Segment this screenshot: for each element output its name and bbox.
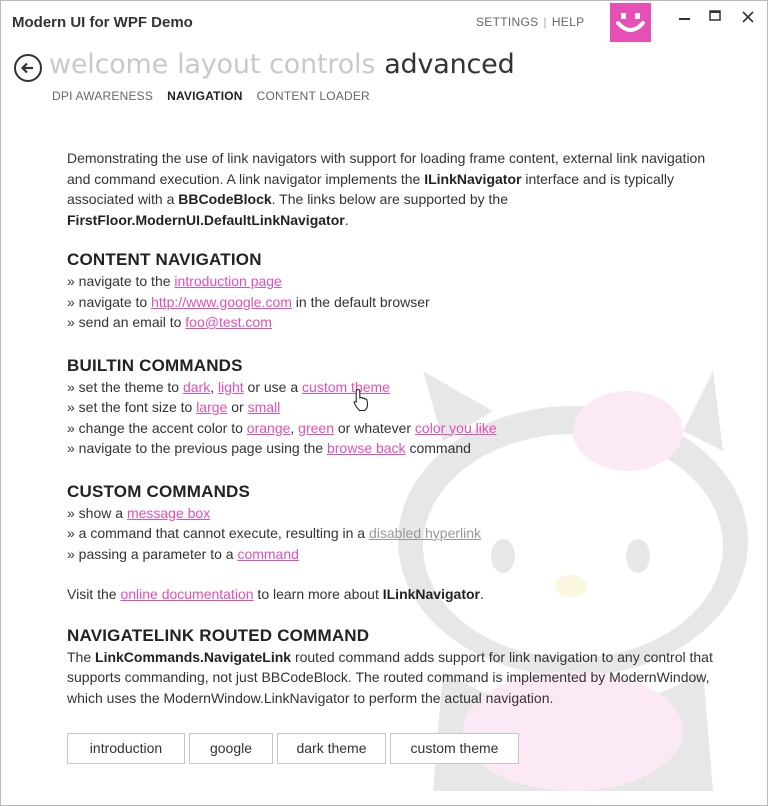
list-item	[67, 292, 727, 313]
intro-text-4: .	[344, 211, 349, 228]
list-item	[67, 418, 727, 439]
arrow-left-icon	[20, 60, 36, 76]
minimize-icon	[675, 7, 695, 27]
heading-content-navigation: CONTENT NAVIGATION	[67, 250, 262, 269]
item-text: » set the theme to	[67, 378, 183, 395]
list-item	[67, 312, 727, 333]
window-title: Modern UI for WPF Demo	[12, 14, 193, 31]
list-item	[67, 544, 727, 565]
smiley-icon	[610, 3, 651, 42]
back-button[interactable]	[14, 54, 42, 82]
item-text: command	[405, 440, 471, 456]
item-text: .	[479, 586, 484, 602]
list-item	[67, 503, 727, 524]
tab-welcome[interactable]: welcome	[49, 49, 169, 80]
item-text: » passing a parameter to a	[67, 545, 238, 562]
tab-advanced[interactable]: advanced	[384, 49, 515, 80]
light-theme-link[interactable]: light	[217, 378, 244, 395]
item-text: in the default browser	[291, 293, 430, 310]
item-text: » a command that cannot execute, resulting in a	[67, 525, 369, 541]
tab-controls[interactable]: controls	[269, 49, 376, 80]
disabled-hyperlink: disabled hyperlink	[368, 525, 482, 541]
dark-theme-button[interactable]: dark theme	[277, 733, 386, 764]
message-box-link[interactable]: message box	[126, 504, 211, 521]
item-text: » show a	[67, 504, 127, 521]
list-item	[67, 377, 727, 398]
item-text: » navigate to the previous page using the	[67, 440, 327, 456]
intro-paragraph	[67, 148, 727, 230]
online-documentation-link[interactable]: online documentation	[120, 586, 254, 602]
item-text: to learn more about	[253, 586, 383, 602]
list-item	[67, 397, 727, 418]
list-item	[67, 523, 727, 544]
hand-cursor-icon	[352, 388, 372, 412]
navigatelink-paragraph	[67, 647, 727, 709]
item-text: ,	[210, 378, 218, 395]
item-text: » navigate to the	[67, 273, 175, 289]
font-large-link[interactable]: large	[196, 399, 228, 415]
heading-custom-commands: CUSTOM COMMANDS	[67, 481, 251, 501]
intro-text-1: Demonstrating the use of link navigators with support for loading frame content, external link navigation and command execution. A link navigator implements the	[67, 150, 706, 187]
minimize-button[interactable]	[675, 7, 695, 27]
main-tabs	[49, 49, 524, 80]
maximize-icon	[705, 7, 725, 27]
subtab-dpi-awareness[interactable]: DPI AWARENESS	[52, 89, 154, 103]
intro-text-3: . The links below are supported by the	[271, 191, 508, 207]
visit-paragraph	[67, 584, 727, 605]
introduction-button[interactable]: introduction	[67, 733, 185, 764]
item-text: » send an email to	[67, 314, 186, 330]
list-item	[67, 438, 727, 459]
heading-builtin-commands: BUILTIN COMMANDS	[67, 355, 243, 375]
top-nav-separator: |	[543, 15, 547, 29]
item-text: » navigate to	[67, 293, 152, 310]
settings-link[interactable]: SETTINGS	[476, 15, 539, 29]
introduction-page-link[interactable]: introduction page	[174, 273, 282, 289]
maximize-button[interactable]	[705, 7, 725, 27]
item-text: or	[227, 399, 248, 415]
intro-bold-bbcodeblock: BBCodeBlock	[178, 191, 272, 207]
intro-text-2: interface and is typically associated with a	[67, 170, 674, 207]
help-link[interactable]: HELP	[551, 15, 585, 29]
email-link[interactable]: foo@test.com	[185, 314, 272, 330]
item-text: The	[67, 648, 96, 665]
item-text: routed command adds support for link navigation to any control that supports commanding, not just BBCodeBlock. The routed command is implemented by ModernWindow, which uses the ModernWindow.LinkNavigator to perform the actual navigation.	[67, 648, 713, 706]
custom-theme-link[interactable]: custom theme	[302, 378, 390, 395]
visit-bold: ILinkNavigator	[382, 586, 480, 602]
sub-tabs	[52, 89, 384, 103]
google-button[interactable]: google	[189, 733, 273, 764]
button-row	[67, 733, 523, 764]
command-link[interactable]: command	[237, 545, 299, 562]
subtab-navigation[interactable]: NAVIGATION	[167, 89, 243, 103]
close-button[interactable]	[738, 7, 758, 27]
intro-bold-defaultlinknavigator: FirstFloor.ModernUI.DefaultLinkNavigator	[67, 211, 345, 228]
item-text: or whatever	[333, 419, 415, 436]
top-nav	[476, 15, 584, 29]
intro-bold-ilinknavigator: ILinkNavigator	[424, 170, 522, 187]
list-item	[67, 271, 727, 292]
content-area	[67, 148, 727, 708]
tab-layout[interactable]: layout	[177, 49, 261, 80]
accent-custom-link[interactable]: color you like	[414, 419, 497, 436]
font-small-link[interactable]: small	[247, 399, 281, 415]
subtab-content-loader[interactable]: CONTENT LOADER	[256, 89, 370, 103]
google-link[interactable]: http://www.google.com	[151, 293, 292, 310]
dark-theme-link[interactable]: dark	[182, 378, 211, 395]
item-text: Visit the	[67, 586, 121, 602]
item-text: » set the font size to	[67, 399, 197, 415]
item-text: ,	[290, 419, 299, 436]
custom-theme-button[interactable]: custom theme	[390, 733, 519, 764]
close-icon	[738, 7, 758, 27]
navigatelink-bold: LinkCommands.NavigateLink	[95, 648, 292, 665]
browse-back-link[interactable]: browse back	[326, 440, 406, 456]
accent-green-link[interactable]: green	[298, 419, 334, 436]
accent-orange-link[interactable]: orange	[246, 419, 291, 436]
item-text: » change the accent color to	[67, 419, 247, 436]
item-text: or use a	[243, 378, 303, 395]
heading-navigatelink: NAVIGATELINK ROUTED COMMAND	[67, 625, 370, 645]
